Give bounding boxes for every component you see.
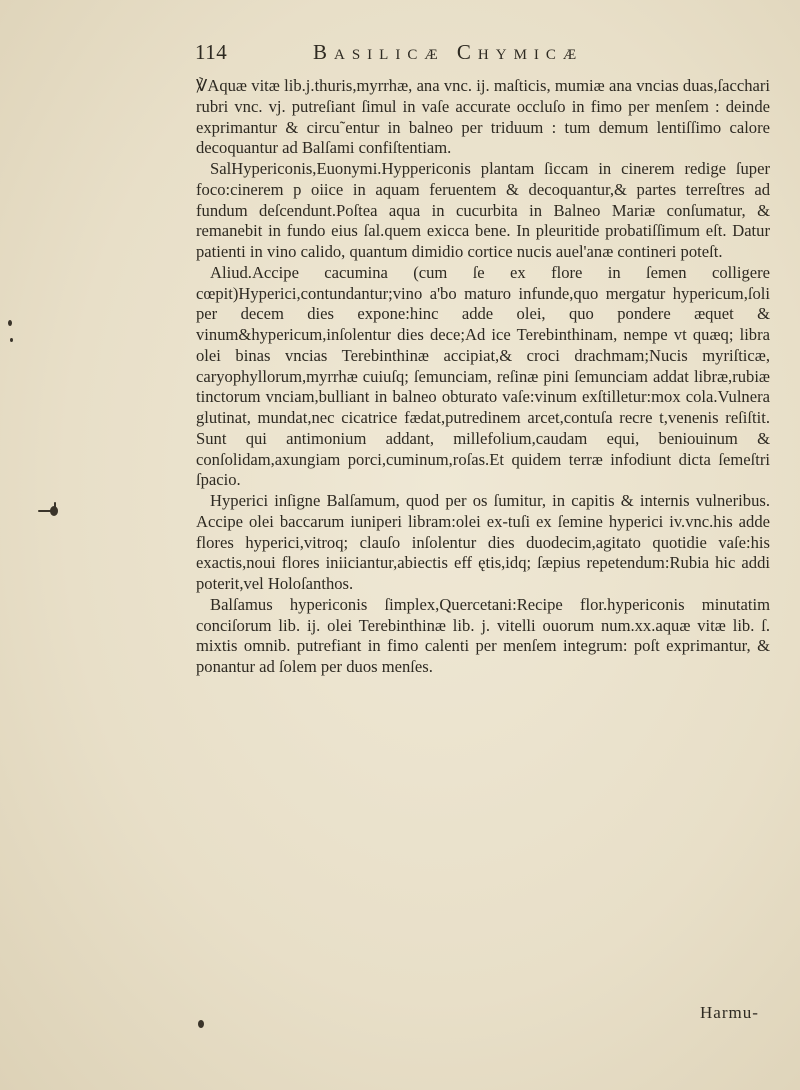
running-title: Basilicæ Chymicæ [313,40,584,64]
paragraph-hyperici-balsamum: Hyperici inſigne Balſamum, quod per os ſumitur, in capitis & internis vulneribus. Accipe olei baccarum iuniperi libram:olei ex-tuſi ex ſemine hyperici iv.vnc.his adde flores hyperici,vitroq; clauſo inſolentur dies duodecim,agitato quotidie vaſe:his exactis,noui flores iniiciantur,abiectis eff ętis,idq; ſæpius repetendum:Rubia hic addi poterit,vel Holoſanthos. [196,491,770,593]
paragraph-sal-hypericonis: SalHypericonis,Euonymi.Hyppericonis plantam ſiccam in cinerem redige ſuper foco:cinerem p oiice in aquam feruentem & decoquantur,& partes terreſtres ad fundum deſcendunt.Poſtea aqua in cucurbita in Balneo Mariæ conſumatur, & remanebit in fundo eius ſal.quem exicca bene. In pleuritide probatiſſimum eſt. Datur patienti in vino calido, quantum dimidio cortice nucis auel'anæ contineri poteſt. [196,159,770,261]
catchword: Harmu- [700,1003,759,1022]
body-text [196,76,770,678]
ink-blot-mark [32,498,80,528]
paragraph-aliud: Aliud.Accipe cacumina (cum ſe ex flore in ſemen colligere cœpit)Hyperici,contundantur;vino a'bo maturo infunde,quo mergatur hypericum,ſoli per decem dies expone:hinc adde olei, quo pondere æquet & vinum&hypericum,inſolentur dies dece;Ad ice Terebinthinam, nempe vt quæq; libra olei binas vncias Terebinthinæ accipiat,& croci drachmam;Nucis myriſticæ, caryophyllorum,myrrhæ cuiuſq; ſemunciam, reſinæ pini ſemunciam addat libræ,rubiæ tinctorum vnciam,bulliant in balneo obturato vaſe:vinum exſtilletur:mox cola.Vulnera glutinat, mundat,nec cicatrice fædat,putredinem arcet,contuſa recre t,venenis reſiſtit. Sunt qui antimonium addant, millefolium,caudam equi, beniouinum & conſolidam,axungiam porci,cuminum,roſas.Et quidem terræ infodiunt dicta ſemeſtri ſpacio. [196,262,770,490]
ink-dot [10,338,13,342]
page-header [195,40,795,74]
paragraph-balsamus-quercetani: Balſamus hypericonis ſimplex,Quercetani:Recipe flor.hypericonis minutatim conciſorum lib. ij. olei Terebinthinæ lib. j. vitelli ouorum num.xx.aquæ vitæ lib. ſ. mixtis omnib. putrefiant in fimo calenti per menſem integrum: poſt exprimantur, & ponantur ad ſolem per duos menſes. [196,594,770,676]
paragraph-aqua-vitae: ℣Aquæ vitæ lib.j.thuris,myrrhæ, ana vnc. ij. maſticis, mumiæ ana vncias duas,ſacchari rubri vnc. vj. putreſiant ſimul in vaſe accurate occluſo in fimo per menſem : deinde exprimantur & circu˜entur in balneo per triduum : tum demum lentiſſimo calore decoquantur ad Balſami confiſtentiam. [196,76,770,158]
page-number: 114 [195,40,228,64]
ink-dot [8,320,12,326]
ink-dot [198,1020,204,1028]
